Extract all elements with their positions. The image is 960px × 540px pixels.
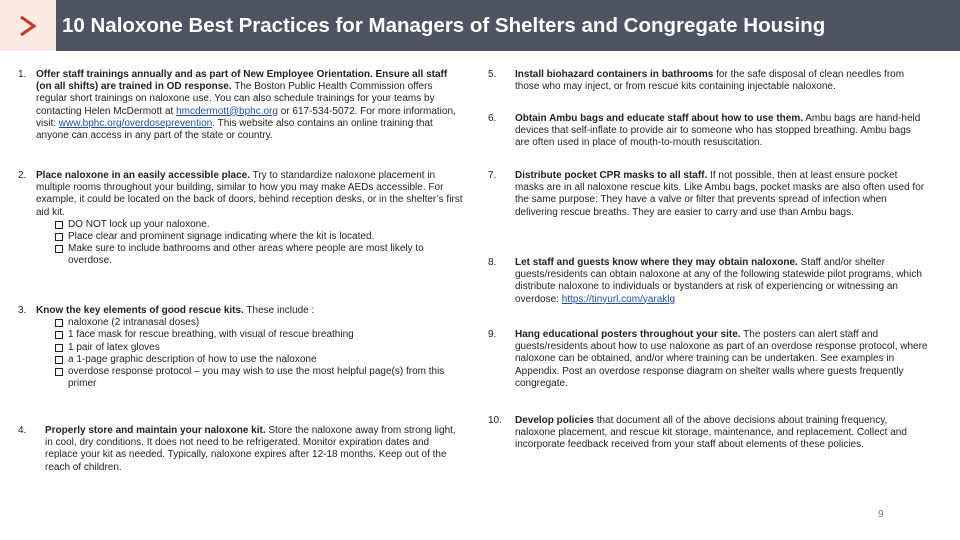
- item-body: [36, 69, 464, 142]
- item-heading: Let staff and guests know where they may obtain naloxone.: [515, 257, 798, 268]
- item-heading: Offer staff trainings annually and as part of New Employee Orientation. Ensure all staff (on all shifts) are trained in OD response.: [36, 69, 448, 93]
- checklist-item: Make sure to include bathrooms and other areas where people are most likely to overdose.: [18, 243, 464, 267]
- item-number: 3.: [18, 305, 27, 316]
- item-heading: Know the key elements of good rescue kits.: [36, 305, 244, 316]
- item-heading: Hang educational posters throughout your site.: [515, 329, 741, 340]
- item-body: [36, 170, 464, 219]
- item-number: 7.: [488, 170, 497, 181]
- item-text: . This website also contains an online training that anyone can access in any part of the state or country.: [36, 117, 433, 142]
- practice-item-1: [18, 69, 464, 142]
- item-number: 2.: [18, 170, 27, 181]
- chevron-right-icon: [17, 13, 39, 39]
- email-link[interactable]: hmcdermott@bphc.org: [176, 105, 278, 117]
- title-bar: [56, 0, 960, 51]
- practice-item-10: [488, 415, 928, 452]
- item-number: 4.: [18, 425, 27, 436]
- item-number: 6.: [488, 113, 497, 124]
- checklist-item: a 1-page graphic description of how to use the naloxone: [18, 354, 464, 366]
- item-heading: Distribute pocket CPR masks to all staff.: [515, 170, 708, 181]
- chevron-badge: [0, 0, 56, 51]
- item-text: These include :: [243, 305, 315, 316]
- item-text: Staff and/or shelter guests/residents can obtain naloxone at any of the following statewide pilot programs, which distribute naloxone to individuals or bystanders at risk of experiencing or witnessing an overdose:: [515, 257, 922, 305]
- practice-item-5: [488, 69, 928, 93]
- checklist-item: naloxone (2 intranasal doses): [18, 317, 464, 329]
- slide-header: [0, 0, 960, 51]
- item-body: [515, 257, 928, 306]
- practice-item-9: [488, 329, 928, 390]
- checkbox-bullet-icon: [55, 245, 63, 253]
- item-body: [515, 329, 928, 390]
- checkbox-bullet-icon: [55, 356, 63, 364]
- item-heading: Obtain Ambu bags and educate staff about how to use them.: [515, 113, 803, 124]
- item-heading: Properly store and maintain your naloxone kit.: [45, 425, 266, 436]
- checkbox-bullet-icon: [55, 319, 63, 327]
- checkbox-bullet-icon: [55, 331, 63, 339]
- page-number: 9: [878, 509, 884, 520]
- practice-item-8: [488, 257, 928, 306]
- practice-item-6: [488, 113, 928, 150]
- item-body: [515, 170, 928, 219]
- website-link[interactable]: www.bphc.org/overdoseprevention: [58, 117, 213, 129]
- checklist-item: DO NOT lock up your naloxone.: [18, 219, 464, 231]
- checklist-item: overdose response protocol – you may wish to use the most helpful page(s) from this primer: [18, 366, 464, 390]
- checklist-item: 1 face mask for rescue breathing, with visual of rescue breathing: [18, 329, 464, 341]
- item-number: 8.: [488, 257, 497, 268]
- item-body: [515, 69, 928, 93]
- item-body: [515, 415, 928, 452]
- item-body: [36, 305, 464, 317]
- checkbox-bullet-icon: [55, 368, 63, 376]
- item-heading: Place naloxone in an easily accessible place.: [36, 170, 251, 181]
- item-heading: Install biohazard containers in bathrooms: [515, 69, 714, 80]
- practice-item-3: [18, 305, 464, 390]
- item-body: [515, 113, 928, 150]
- item-number: 10.: [488, 415, 502, 426]
- item-text: The posters can alert staff and guests/residents about how to use naloxone as part of an overdose response protocol, where naloxone can be obtained, and/or where training can be undertaken. See examples in Appendix. Post an overdose response diagram on shelter walls where guests frequently congregate.: [515, 329, 928, 389]
- item-text: Try to standardize naloxone placement in multiple rooms throughout your building, similar to how you may make AEDs accessible. For example, it could be located on the back of doors, behind reception desks, or in the shelter’s first aid kit.: [36, 170, 463, 218]
- item-number: 9.: [488, 329, 497, 340]
- item-number: 1.: [18, 69, 27, 80]
- practice-item-4: [18, 425, 464, 474]
- page-title: 10 Naloxone Best Practices for Managers of Shelters and Congregate Housing: [62, 13, 826, 37]
- item-text: Store the naloxone away from strong light, in cool, dry conditions. It does not need to be refrigerated. Monitor expiration dates and replace your kit as needed. Typically, naloxone expires after 12-18 months. Keep out of the reach of children.: [45, 425, 456, 473]
- checkbox-bullet-icon: [55, 344, 63, 352]
- item-text: that document all of the above decisions about training frequency, naloxone placement, and rescue kit storage, maintenance, and replacement. Collect and incorporate feedback received from your staff about elements of these policies.: [515, 415, 907, 451]
- item-heading: Develop policies: [515, 415, 594, 426]
- checklist-item: Place clear and prominent signage indicating where the kit is located.: [18, 231, 464, 243]
- practice-item-7: [488, 170, 928, 219]
- item-text: The Boston Public Health Commission offers regular short trainings on naloxone use. You can also schedule trainings for your teams by contacting Helen McDermott at: [36, 81, 435, 117]
- item-body: [45, 425, 464, 474]
- checkbox-bullet-icon: [55, 233, 63, 241]
- practice-item-2: [18, 170, 464, 268]
- pilot-programs-link[interactable]: https://tinyurl.com/yaraklg: [561, 293, 676, 305]
- item-text: If not possible, then at least ensure pocket masks are in all naloxone rescue kits. Like Ambu bags, pocket masks are also often used for the same purpose: They have a valve or filter that prevents spread of infection when delivering rescue breaths. They are easier to carry and use than Ambu bags.: [515, 170, 925, 218]
- checkbox-bullet-icon: [55, 221, 63, 229]
- item-number: 5.: [488, 69, 497, 80]
- item-text: or 617-534-5072. For more information, visit:: [36, 105, 456, 129]
- checklist-item: 1 pair of latex gloves: [18, 342, 464, 354]
- item-text: for the safe disposal of clean needles from those who may inject, or from rescue kits containing injectable naloxone.: [515, 69, 905, 93]
- item-text: Ambu bags are hand-held devices that self-inflate to provide air to someone who has stopped breathing. Ambu bags are often used in place of mouth-to-mouth resuscitation.: [515, 113, 921, 149]
